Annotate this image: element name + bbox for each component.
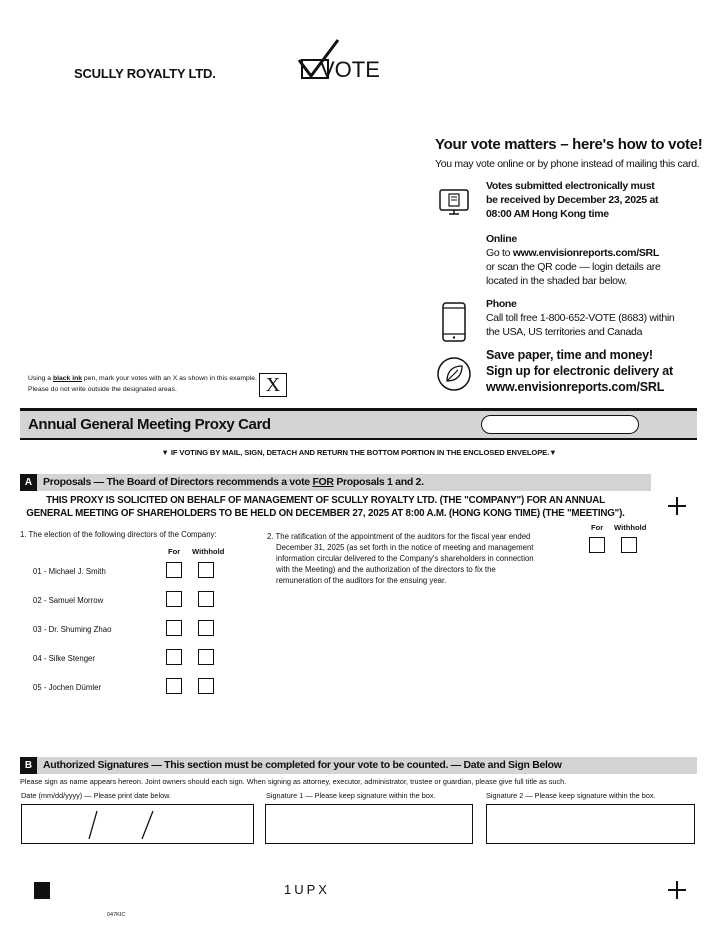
vote-checkmark-icon xyxy=(298,38,380,82)
proxy-card-title: Annual General Meeting Proxy Card xyxy=(28,416,271,433)
mail-instruction: ▼ IF VOTING BY MAIL, SIGN, DETACH AND RETURN THE BOTTOM PORTION IN THE ENCLOSED ENVELOPE.▼ xyxy=(161,448,557,457)
director-name: 01 - Michael J. Smith xyxy=(33,567,106,576)
control-number-oval xyxy=(481,415,639,434)
vote-logo xyxy=(298,38,380,82)
company-name: SCULLY ROYALTY LTD. xyxy=(74,66,216,81)
registration-plus-icon xyxy=(668,881,686,899)
proxy-solicitation xyxy=(20,494,631,520)
phone-instructions xyxy=(486,311,674,339)
electronic-delivery-promo xyxy=(486,347,673,395)
online-heading: Online xyxy=(486,233,517,245)
solicit-line: THIS PROXY IS SOLICITED ON BEHALF OF MANAGEMENT OF SCULLY ROYALTY LTD. (THE "COMPANY") FOR AN ANNUAL xyxy=(46,495,605,506)
proposal-2-withhold-header: Withhold xyxy=(614,523,647,532)
registration-square xyxy=(34,882,50,899)
sample-mark-box: X xyxy=(259,373,287,397)
director-3-withhold-checkbox[interactable] xyxy=(198,620,214,636)
online-line: or scan the QR code — login details are xyxy=(486,261,661,273)
director-1-withhold-checkbox[interactable] xyxy=(198,562,214,578)
form-code: 047KIC xyxy=(107,912,126,918)
deadline-line: 08:00 AM Hong Kong time xyxy=(486,208,609,220)
monitor-icon xyxy=(438,186,470,218)
director-1-for-checkbox[interactable] xyxy=(166,562,182,578)
section-a-tag: A xyxy=(20,474,37,491)
proposal-1-label: 1. The election of the following directors of the Company: xyxy=(20,530,217,539)
marking-instruction: Using a black ink pen, mark your votes with an X as shown in this example. xyxy=(28,375,257,382)
marking-warning: Please do not write outside the designated areas. xyxy=(28,386,177,393)
director-name: 04 - Silke Stenger xyxy=(33,654,95,663)
section-b-title: Authorized Signatures — This section must be completed for your vote to be counted. — Date and Sign Below xyxy=(43,759,562,771)
section-b-tag: B xyxy=(20,757,37,774)
director-name: 03 - Dr. Shuming Zhao xyxy=(33,625,112,634)
date-input-box[interactable] xyxy=(21,804,254,844)
director-5-for-checkbox[interactable] xyxy=(166,678,182,694)
solicit-line: GENERAL MEETING OF SHAREHOLDERS TO BE HELD ON DECEMBER 27, 2025 AT 8:00 A.M. (HONG KONG TIME) (THE "MEETING"). xyxy=(26,508,625,519)
director-name: 05 - Jochen Dümler xyxy=(33,683,102,692)
signature-2-label: Signature 2 — Please keep signature within the box. xyxy=(486,791,656,800)
signature-1-label: Signature 1 — Please keep signature within the box. xyxy=(266,791,436,800)
online-go-to: Go to xyxy=(486,247,513,259)
director-5-withhold-checkbox[interactable] xyxy=(198,678,214,694)
paperless-line: Sign up for electronic delivery at xyxy=(486,364,673,378)
online-line: located in the shaded bar below. xyxy=(486,275,628,287)
online-instructions xyxy=(486,246,660,288)
electronic-deadline xyxy=(486,179,658,221)
proposal-1-withhold-header: Withhold xyxy=(192,547,225,556)
date-label: Date (mm/dd/yyyy) — Please print date below. xyxy=(21,791,172,800)
paperless-line: Save paper, time and money! xyxy=(486,348,653,362)
proposal-2-line: 2. The ratification of the appointment of the auditors for the fiscal year ended xyxy=(267,532,531,541)
phone-line: Call toll free 1-800-652-VOTE (8683) within xyxy=(486,312,675,324)
vote-logo-text: VOTE xyxy=(320,57,380,82)
leaf-icon xyxy=(436,356,472,392)
proposal-2-for-header: For xyxy=(591,523,604,532)
signature-2-box[interactable] xyxy=(486,804,695,844)
proposal-2-withhold-checkbox[interactable] xyxy=(621,537,637,553)
director-2-withhold-checkbox[interactable] xyxy=(198,591,214,607)
signature-1-box[interactable] xyxy=(265,804,473,844)
online-url-link[interactable]: www.envisionreports.com/SRL xyxy=(512,247,659,259)
proposal-2-line: December 31, 2025 (as set forth in the notice of meeting and management xyxy=(276,543,534,552)
deadline-line: Votes submitted electronically must xyxy=(486,180,655,192)
form-id-text: 1UPX xyxy=(284,882,330,897)
deadline-line: be received by December 23, 2025 at xyxy=(486,194,659,206)
proposal-2-text xyxy=(267,531,557,586)
vote-matters-heading: Your vote matters – here's how to vote! xyxy=(435,136,703,153)
director-4-withhold-checkbox[interactable] xyxy=(198,649,214,665)
phone-icon xyxy=(441,302,467,342)
date-separator-slashes xyxy=(22,805,252,842)
proposal-2-line: remuneration of the auditors for the ensuing year. xyxy=(276,576,447,585)
phone-heading: Phone xyxy=(486,298,517,310)
proposal-1-for-header: For xyxy=(168,547,181,556)
section-a-title: Proposals — The Board of Directors recommends a vote FOR Proposals 1 and 2. xyxy=(43,476,424,488)
vote-subtitle: You may vote online or by phone instead of mailing this card. xyxy=(435,158,700,170)
phone-line: the USA, US territories and Canada xyxy=(486,326,643,338)
director-name: 02 - Samuel Morrow xyxy=(33,596,104,605)
director-2-for-checkbox[interactable] xyxy=(166,591,182,607)
for-emphasis: FOR xyxy=(312,476,334,488)
director-4-for-checkbox[interactable] xyxy=(166,649,182,665)
registration-plus-icon xyxy=(668,497,686,515)
proposal-2-line: with the Meeting) and the authorization of the directors to fix the xyxy=(276,565,496,574)
paperless-url-link[interactable]: www.envisionreports.com/SRL xyxy=(486,380,665,394)
black-ink-emphasis: black ink xyxy=(52,375,83,382)
proposal-2-for-checkbox[interactable] xyxy=(589,537,605,553)
proposal-2-line: information circular delivered to the Company's shareholders in connection xyxy=(276,554,534,563)
signing-instruction: Please sign as name appears hereon. Joint owners should each sign. When signing as attorney, executor, administrator, trustee or guardian, please give full title as such. xyxy=(20,777,567,786)
director-3-for-checkbox[interactable] xyxy=(166,620,182,636)
